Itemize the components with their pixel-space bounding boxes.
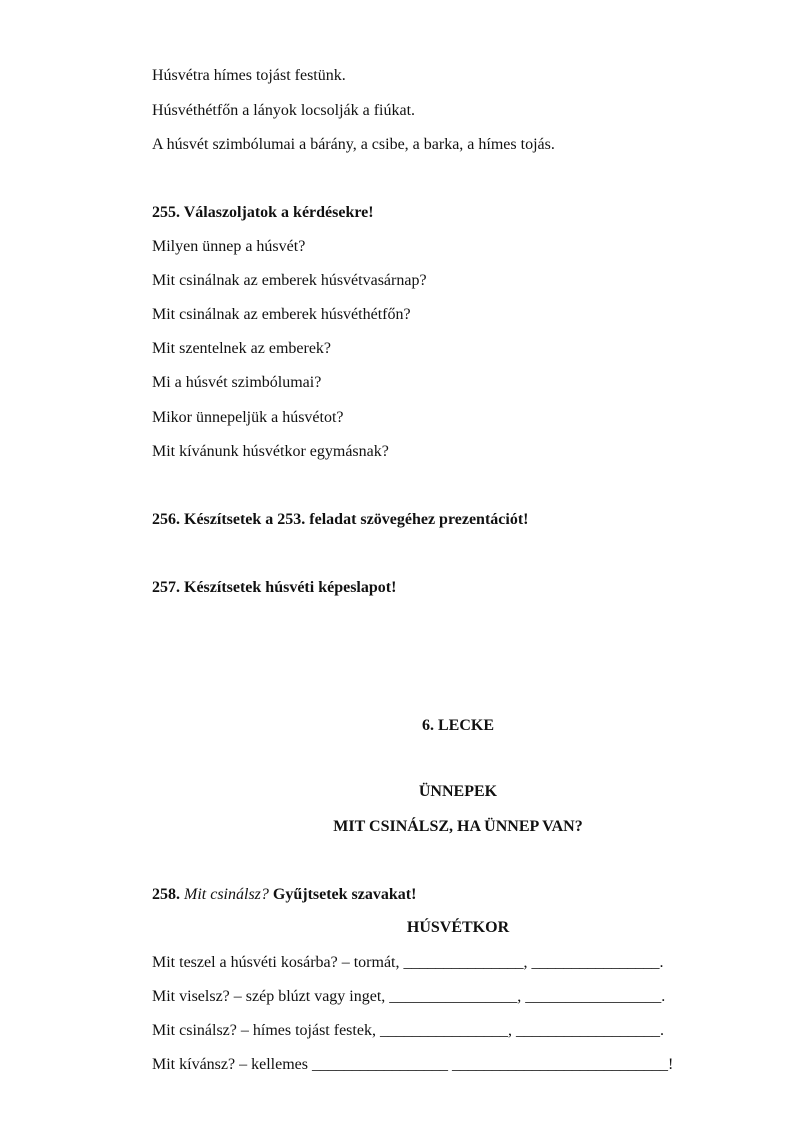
lesson-number: 6. LECKE xyxy=(421,717,494,734)
question-item: Mit kívánunk húsvétkor egymásnak? xyxy=(152,443,389,460)
lesson-topic: ÜNNEPEK xyxy=(418,783,498,800)
question-item: Mi a húsvét szimbólumai? xyxy=(152,374,322,391)
question-item: Mit csinálnak az emberek húsvéthétfőn? xyxy=(152,306,411,323)
section-heading: HÚSVÉTKOR xyxy=(406,919,510,936)
question-item: Mit csinálnak az emberek húsvétvasárnap? xyxy=(152,272,427,289)
question-item: Milyen ünnep a húsvét? xyxy=(152,238,306,255)
task-258-number: 258. xyxy=(152,886,180,903)
task-258-title xyxy=(152,885,416,905)
intro-line: Húsvétra hímes tojást festünk. xyxy=(152,67,346,84)
intro-line: A húsvét szimbólumai a bárány, a csibe, a barka, a hímes tojás. xyxy=(152,136,555,153)
task-255-title: 255. Válaszoljatok a kérdésekre! xyxy=(152,204,374,221)
lesson-subtitle: MIT CSINÁLSZ, HA ÜNNEP VAN? xyxy=(333,818,583,835)
task-256-title: 256. Készítsetek a 253. feladat szövegéhez prezentációt! xyxy=(152,511,529,528)
task-258-instruction: Gyűjtsetek szavakat! xyxy=(272,886,417,903)
fill-in-line: Mit csinálsz? – hímes tojást festek, ________________, __________________. xyxy=(152,1022,664,1039)
fill-in-line: Mit kívánsz? – kellemes _________________ ___________________________! xyxy=(152,1056,674,1073)
task-257-title: 257. Készítsetek húsvéti képeslapot! xyxy=(152,579,397,596)
question-item: Mit szentelnek az emberek? xyxy=(152,340,332,357)
fill-in-line: Mit viselsz? – szép blúzt vagy inget, ________________, _________________. xyxy=(152,988,666,1005)
fill-in-line: Mit teszel a húsvéti kosárba? – tormát, _______________, ________________. xyxy=(152,954,664,971)
question-item: Mikor ünnepeljük a húsvétot? xyxy=(152,409,344,426)
task-258-question: Mit csinálsz? xyxy=(184,886,269,903)
intro-line: Húsvéthétfőn a lányok locsolják a fiúkat. xyxy=(152,102,416,119)
